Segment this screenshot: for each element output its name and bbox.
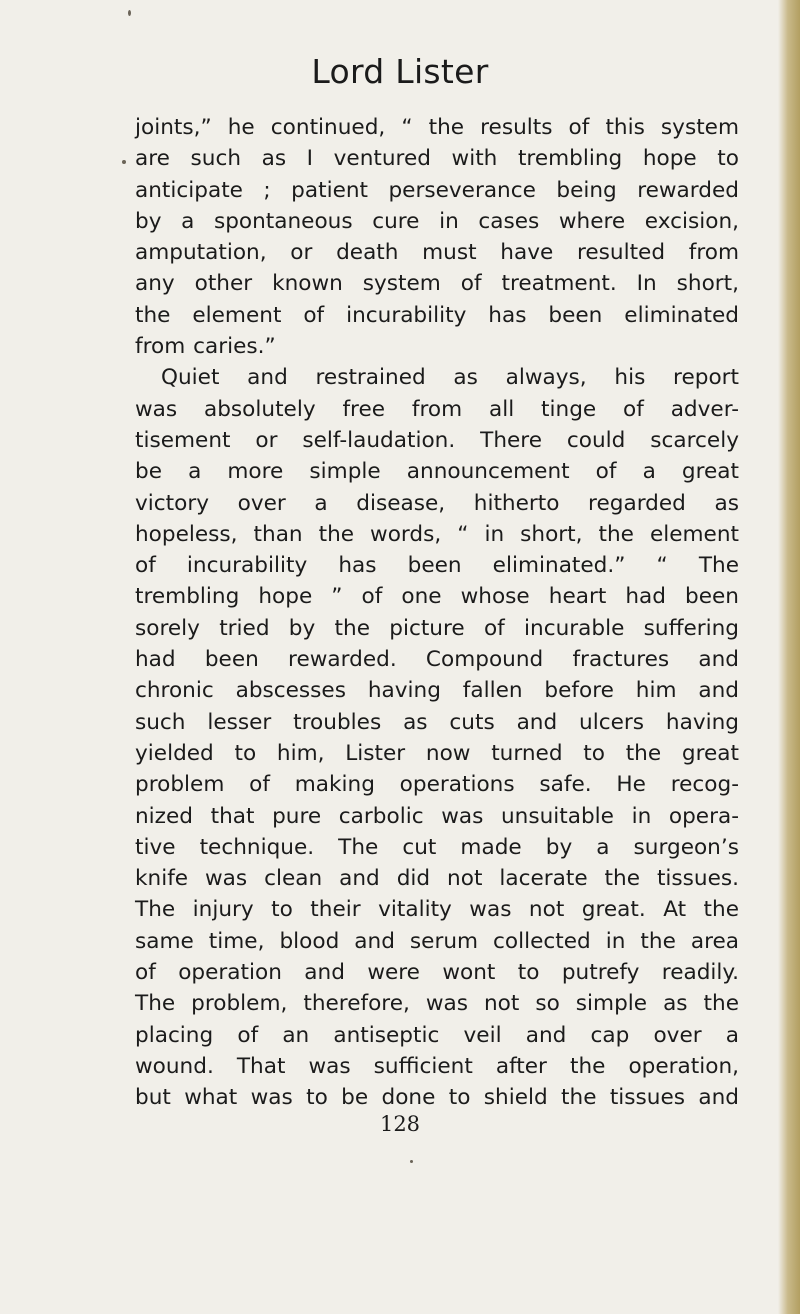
text-line: knife was clean and did not lacerate the tissues. [135,866,739,892]
text-line: from caries.” [135,334,276,360]
text-line: by a spontaneous cure in cases where excision, [135,208,739,234]
page-number: 128 [379,1112,421,1136]
text-line: anticipate ; patient perseverance being rewarded [135,177,739,203]
text-line: tive technique. The cut made by a surgeon’s [135,834,739,860]
text-line: joints,” he continued, “ the results of this system [135,115,739,140]
text-line: are such as I ventured with trembling hope to [135,146,739,172]
text-line: victory over a disease, hitherto regarded as [135,490,739,516]
text-line: the element of incurability has been eliminated [135,302,739,328]
paper-speck [128,10,131,16]
text-line: The injury to their vitality was not great. At the [135,897,739,923]
text-line: trembling hope ” of one whose heart had been [135,584,739,610]
paper-speck [410,1160,413,1163]
text-line: was absolutely free from all tinge of adver- [135,396,739,422]
text-line: any other known system of treatment. In short, [135,271,739,297]
text-line: same time, blood and serum collected in the area [135,928,739,954]
text-line: placing of an antiseptic veil and cap over a [135,1022,739,1048]
text-line: hopeless, than the words, “ in short, the element [135,521,739,547]
text-line: of operation and were wont to putrefy readily. [135,960,739,986]
text-line: Quiet and restrained as always, his report [161,365,739,391]
text-line: sorely tried by the picture of incurable suffering [135,615,739,641]
text-line: problem of making operations safe. He recog- [135,772,739,798]
text-line: amputation, or death must have resulted from [135,240,739,266]
text-line: tisement or self-laudation. There could scarcely [135,427,739,453]
text-line: wound. That was sufficient after the operation, [135,1053,739,1079]
text-line: yielded to him, Lister now turned to the great [135,740,739,766]
text-line: such lesser troubles as cuts and ulcers having [135,709,739,735]
running-head: Lord Lister [311,52,489,91]
text-line: The problem, therefore, was not so simple as the [135,991,739,1017]
text-line: had been rewarded. Compound fractures and [135,647,739,673]
paper-speck [122,160,126,164]
text-line: of incurability has been eliminated.” “ The [135,553,739,579]
text-line: nized that pure carbolic was unsuitable in opera- [135,803,739,829]
text-line: chronic abscesses having fallen before him and [135,678,739,704]
text-line: be a more simple announcement of a great [135,459,739,485]
text-line: but what was to be done to shield the tissues and [135,1085,739,1111]
body-text [135,112,739,1114]
